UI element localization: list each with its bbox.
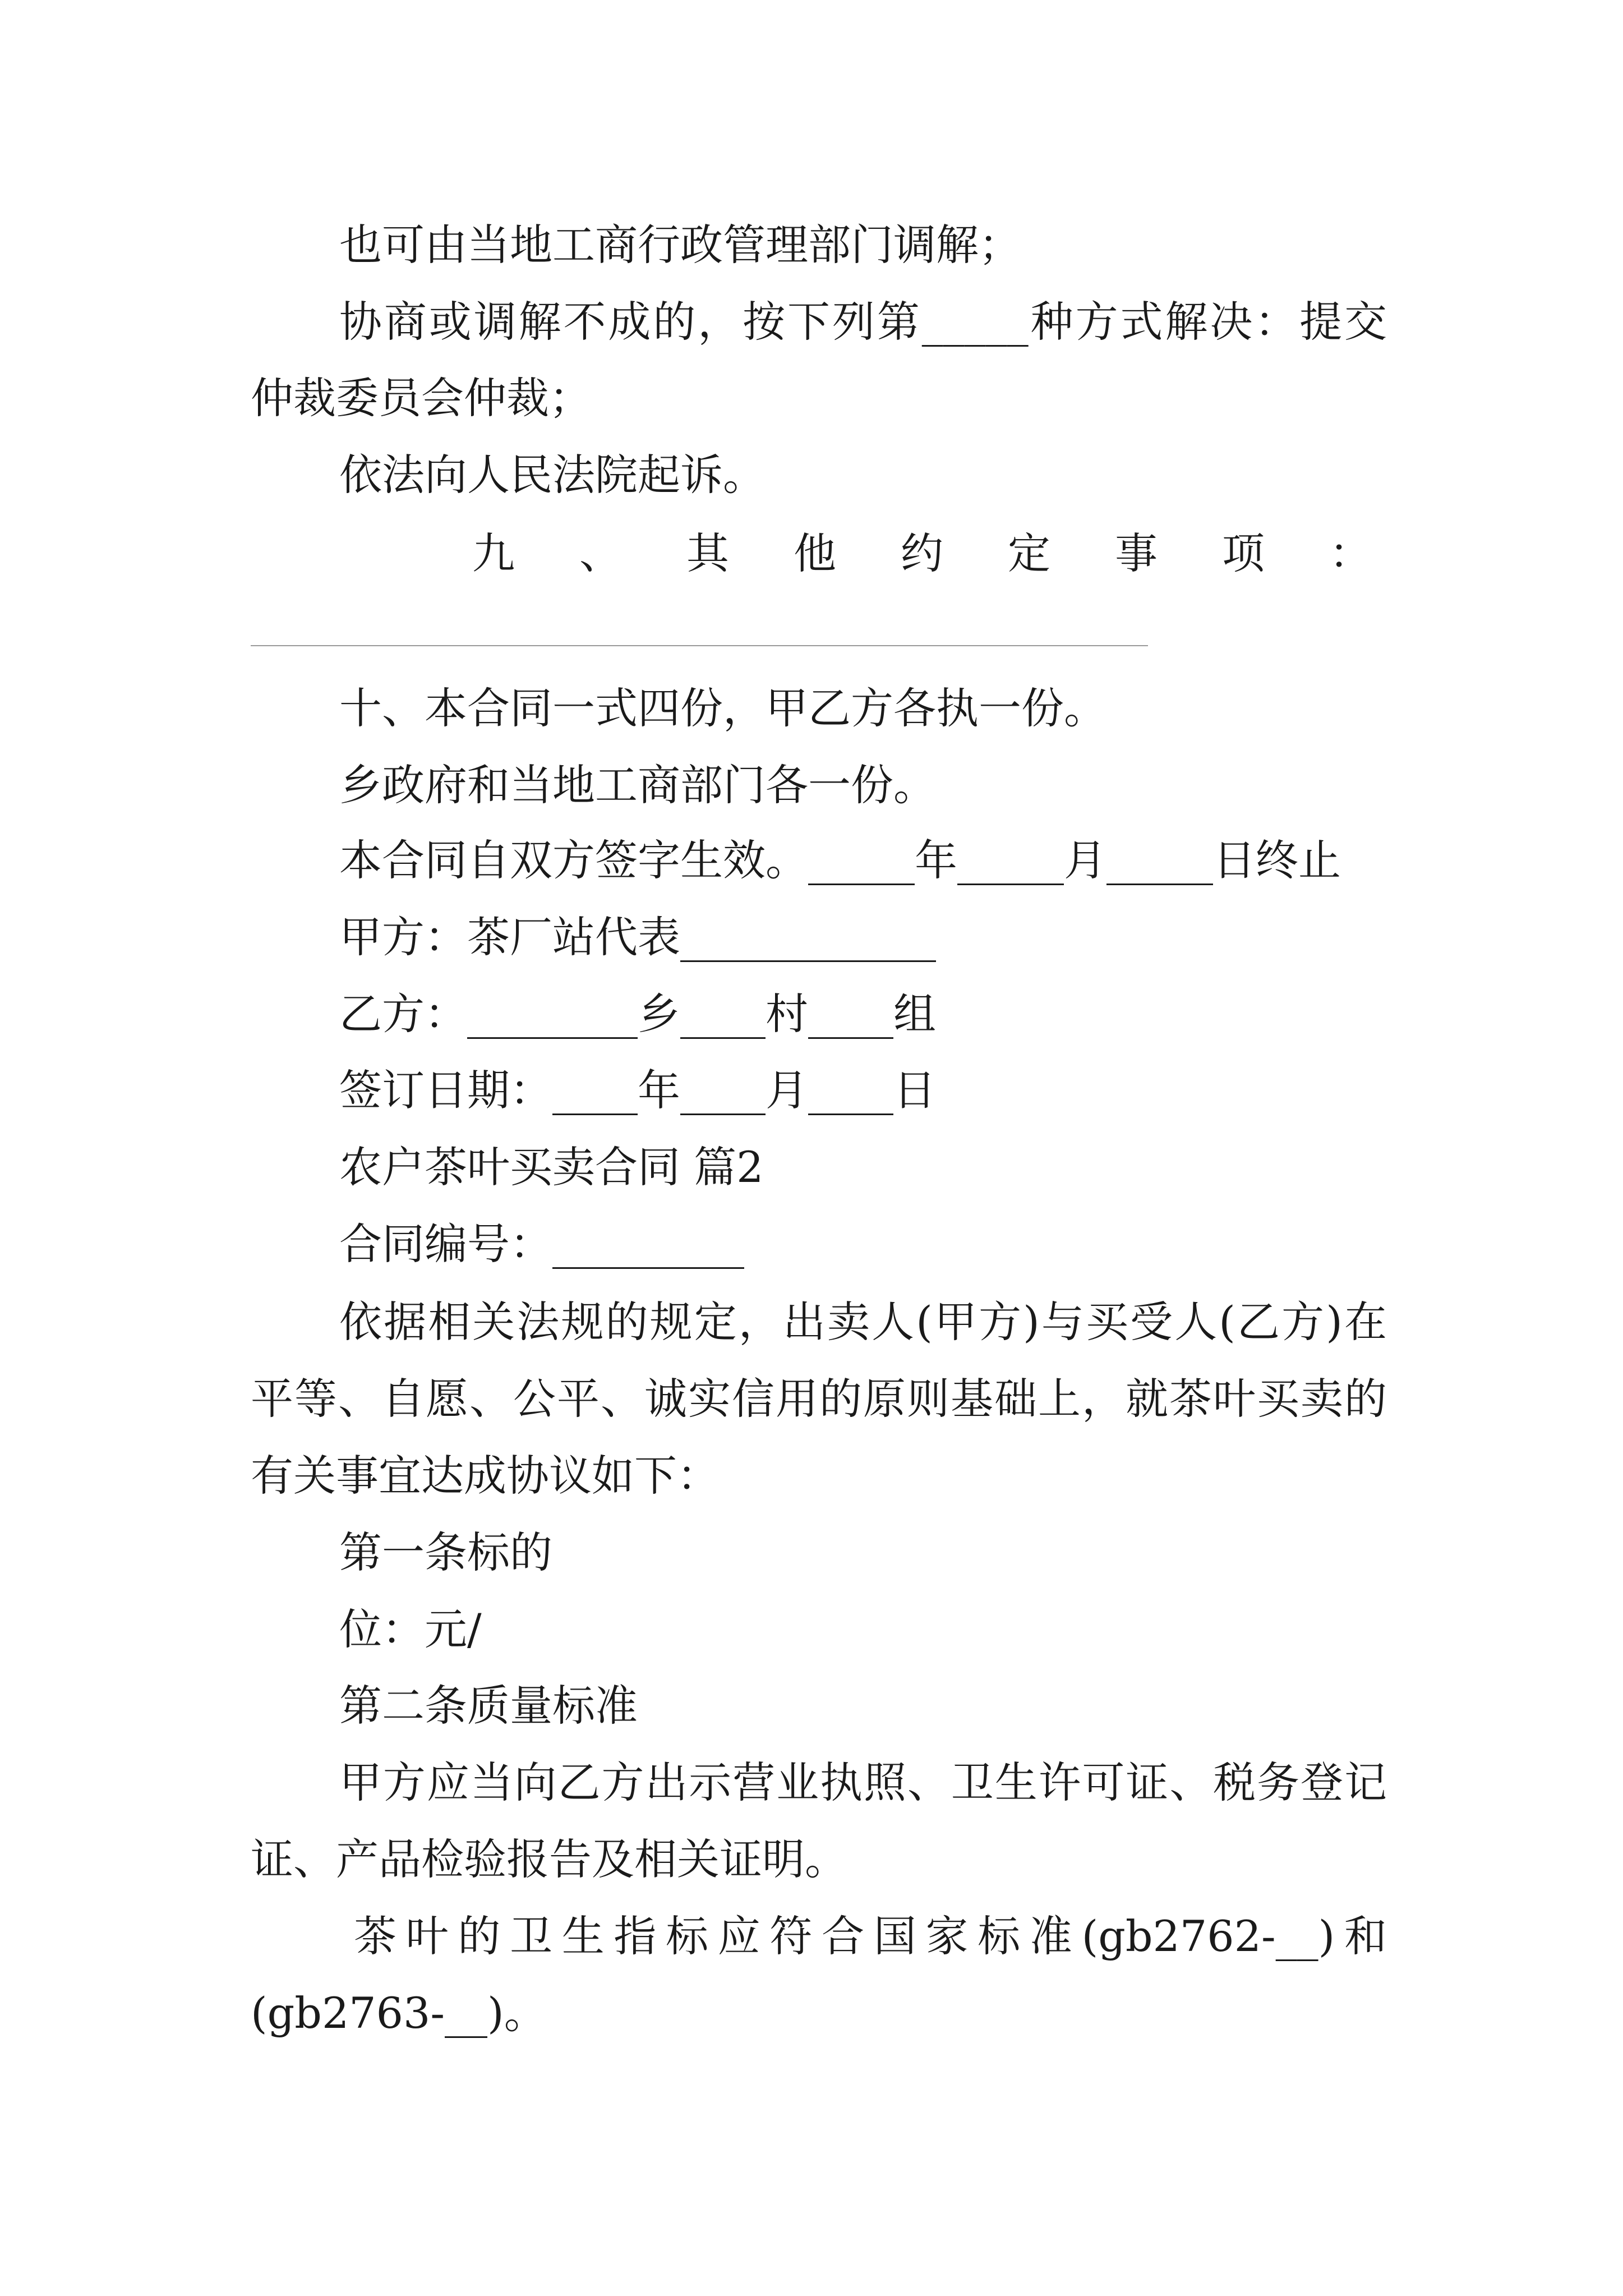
dispute-resolution-line: 协商或调解不成的，按下列第_____种方式解决：提交: [339, 297, 1387, 347]
party-b-signature-line: 乙方：________乡____村____组: [339, 989, 936, 1039]
hygiene-standard-line-1: 茶叶的卫生指标应符合国家标准(gb2762-__)和: [354, 1911, 1387, 1961]
mediation-line: 也可由当地工商行政管理部门调解；: [339, 220, 1021, 270]
hygiene-standard-line-2: (gb2763-__)。: [251, 1988, 547, 2038]
signing-date-line: 签订日期：____年____月____日: [339, 1065, 936, 1115]
licenses-line-1: 甲方应当向乙方出示营业执照、卫生许可证、税务登记: [339, 1757, 1387, 1807]
licenses-line-2: 证、产品检验报告及相关证明。: [251, 1834, 847, 1884]
article-1-heading: 第一条标的: [339, 1527, 552, 1577]
copies-distribution-line: 乡政府和当地工商部门各一份。: [339, 760, 936, 810]
arbitration-line: 仲裁委员会仲裁；: [251, 373, 592, 423]
contract-title: 农户茶叶买卖合同 篇2: [339, 1142, 764, 1192]
preamble-line-3: 有关事宜达成协议如下：: [251, 1451, 720, 1501]
article-2-heading: 第二条质量标准: [339, 1681, 638, 1731]
effective-date-line: 本合同自双方签字生效。_____年_____月_____日终止: [339, 835, 1341, 885]
preamble-line-1: 依据相关法规的规定，出卖人(甲方)与买受人(乙方)在: [339, 1297, 1387, 1347]
preamble-line-2: 平等、自愿、公平、诚实信用的原则基础上，就茶叶买卖的: [251, 1374, 1387, 1424]
unit-price-line: 位：元/: [339, 1604, 482, 1654]
lawsuit-line: 依法向人民法院起诉。: [339, 450, 766, 500]
other-matters-blank-line: [251, 645, 1148, 646]
other-matters-heading: 九、其他约定事项：: [472, 528, 1436, 578]
copies-clause-line: 十、本合同一式四份，甲乙方各执一份。: [339, 683, 1106, 733]
contract-number-line: 合同编号：_________: [339, 1219, 744, 1269]
party-a-signature-line: 甲方：茶厂站代表____________: [339, 912, 936, 962]
